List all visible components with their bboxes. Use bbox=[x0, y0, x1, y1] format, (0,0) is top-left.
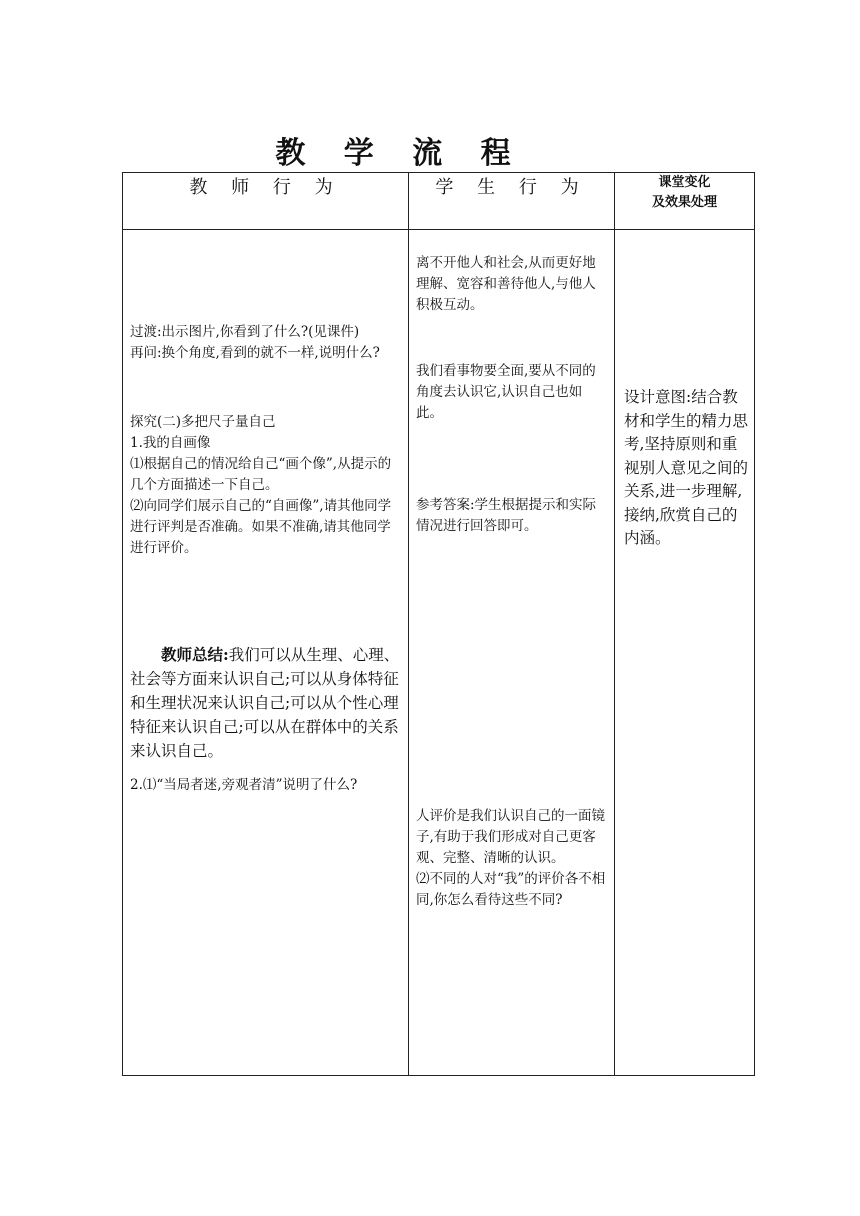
effect-cell bbox=[615, 230, 755, 1076]
item1-b: ⑵向同学们展示自己的“自画像”,请其他同学进行评判是否准确。如果不准确,请其他同学进行评价。 bbox=[130, 498, 392, 556]
teacher-explore-block bbox=[130, 412, 403, 559]
teacher-cell bbox=[123, 230, 409, 1076]
item1-title: 1.我的自画像 bbox=[130, 435, 211, 451]
teacher-summary bbox=[130, 643, 403, 763]
student-cell bbox=[409, 230, 615, 1076]
teacher-transition-block bbox=[130, 322, 403, 364]
student-p1: 离不开他人和社会,从而更好地理解、宽容和善待他人,与他人积极互动。 bbox=[416, 255, 596, 313]
item2-question: 2.⑴“当局者迷,旁观者清”说明了什么? bbox=[130, 777, 358, 793]
header-effect-line1: 课堂变化 bbox=[658, 175, 711, 190]
summary-text: 我们可以从生理、心理、社会等方面来认识自己;可以从身体特征和生理状况来认识自己;可以从个性心理特征来认识自己;可以从在群体中的关系来认识自己。 bbox=[130, 646, 400, 760]
student-p4-block bbox=[416, 806, 609, 911]
design-intent: 设计意图:结合教材和学生的精力思考,坚持原则和重视别人意见之间的关系,进一步理解,接纳,欣赏自己的内涵。 bbox=[624, 388, 749, 547]
header-teacher: 教 师 行 为 bbox=[189, 177, 342, 198]
explore-title: 探究(二)多把尺子量自己 bbox=[130, 414, 276, 430]
student-p3: 参考答案:学生根据提示和实际情况进行回答即可。 bbox=[416, 497, 597, 534]
student-p2: 我们看事物要全面,要从不同的角度去认识它,认识自己也如此。 bbox=[416, 363, 596, 421]
page-title: 教 学 流 程 bbox=[275, 136, 525, 171]
teaching-flow-table bbox=[122, 172, 755, 1076]
teacher-transition: 过渡:出示图片,你看到了什么?(见课件) bbox=[130, 324, 360, 340]
table-header-row bbox=[123, 173, 755, 230]
teacher-ask-again: 再问:换个角度,看到的就不一样,说明什么? bbox=[130, 345, 380, 361]
header-effect-line2: 及效果处理 bbox=[651, 195, 717, 210]
header-student: 学 生 行 为 bbox=[435, 177, 588, 198]
item1-a: ⑴根据自己的情况给自己“画个像”,从提示的几个方面描述一下自己。 bbox=[130, 456, 392, 493]
table-body-row bbox=[123, 230, 755, 1076]
header-student-cell bbox=[409, 173, 615, 230]
summary-label: 教师总结: bbox=[161, 645, 229, 664]
header-teacher-cell bbox=[123, 173, 409, 230]
student-p5: ⑵不同的人对“我”的评价各不相同,你怎么看待这些不同? bbox=[416, 871, 606, 908]
header-effect-cell bbox=[615, 173, 755, 230]
student-p4: 人评价是我们认识自己的一面镜子,有助于我们形成对自己更客观、完整、清晰的认识。 bbox=[416, 808, 605, 866]
